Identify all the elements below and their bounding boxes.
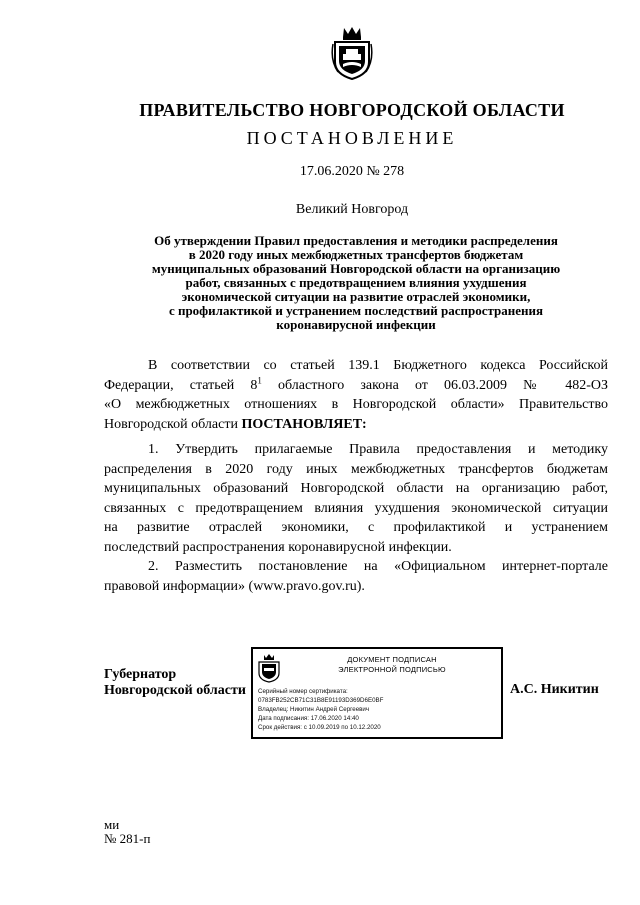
item-1-line: распределения в 2020 году иных межбюджетных трансфертов бюджетам (104, 461, 608, 477)
preamble-line (104, 376, 608, 396)
signer-title-line: Губернатор (104, 667, 177, 682)
item-2-paragraph (104, 557, 608, 596)
item-2-line: 2. Разместить постановление на «Официальном интернет-портале (148, 559, 608, 574)
decree-keyword: ПОСТАНОВЛЯЕТ: (241, 416, 367, 432)
signer-name: А.С. Никитин (510, 682, 599, 697)
coat-of-arms-icon (330, 24, 374, 80)
subject-line: с профилактикой и устранением последствий распространения (168, 303, 544, 318)
organization-title: ПРАВИТЕЛЬСТВО НОВГОРОДСКОЙ ОБЛАСТИ (139, 100, 565, 120)
subject-line: экономической ситуации на развитие отраслей экономики, (181, 289, 531, 304)
subject-line: Об утверждении Правил предоставления и методики распределения (154, 233, 558, 248)
signer-title-line: Новгородской области (104, 683, 246, 698)
item-1-line: последствий распространения коронавирусной инфекции. (104, 539, 452, 555)
footer-initials: ми (104, 817, 120, 832)
certificate-serial-value: 0783FB252CB71C31B8E91193D369D6E0BF (258, 697, 384, 704)
document-type: ПОСТАНОВЛЕНИЕ (246, 128, 458, 148)
stamp-coat-of-arms-icon (257, 653, 281, 683)
subject-line: коронавирусной инфекции (276, 317, 436, 332)
footer-number: № 281-п (104, 831, 151, 846)
preamble-line (104, 415, 608, 435)
stamp-heading-line: ЭЛЕКТРОННОЙ ПОДПИСЬЮ (338, 665, 446, 674)
document-footer (104, 818, 150, 846)
subject-line: работ, связанных с предотвращением влияния ухудшения (185, 275, 527, 290)
item-1-line: на развитие отраслей экономики, с профилактикой и устранением (104, 520, 608, 535)
item-2-line: правовой информации» (www.pravo.gov.ru). (104, 578, 365, 594)
preamble-text: Новгородской области (104, 416, 242, 432)
subject-line: муниципальных образований Новгородской области на организацию (151, 261, 561, 276)
stamp-heading (285, 655, 499, 675)
subject-line: в 2020 году иных межбюджетных трансфертов бюджетам (188, 247, 524, 262)
stamp-details (258, 687, 500, 732)
item-1-line: 1. Утвердить прилагаемые Правила предоставления и методику (148, 442, 608, 457)
document-subject (112, 234, 600, 332)
document-place: Великий Новгород (295, 202, 409, 217)
certificate-validity: Срок действия: с 10.09.2019 по 10.12.2020 (258, 724, 381, 731)
preamble-text: областного закона от 06.03.2009 № 482-ОЗ (261, 377, 608, 393)
certificate-serial-label: Серийный номер сертификата: (258, 688, 348, 695)
preamble-paragraph (104, 356, 608, 434)
item-1-line: связанных с предотвращением влияния ухудшения экономической ситуации (104, 500, 608, 516)
preamble-text: Федерации, статьей 8 (104, 377, 258, 393)
preamble-line: «О межбюджетных отношениях в Новгородской области» Правительство (104, 397, 608, 412)
item-1-paragraph (104, 440, 608, 557)
certificate-owner: Владелец: Никитин Андрей Сергеевич (258, 706, 370, 713)
stamp-heading-line: ДОКУМЕНТ ПОДПИСАН (347, 655, 437, 664)
item-1-line: муниципальных образований Новгородской области на организацию работ, (104, 481, 608, 496)
preamble-line: В соответствии со статьей 139.1 Бюджетного кодекса Российской (148, 358, 608, 373)
signing-date: Дата подписания: 17.06.2020 14:40 (258, 715, 359, 722)
electronic-signature-stamp (251, 647, 503, 739)
document-date-number: 17.06.2020 № 278 (299, 164, 405, 179)
signer-title (104, 667, 246, 699)
article-superscript: 1 (257, 374, 262, 385)
